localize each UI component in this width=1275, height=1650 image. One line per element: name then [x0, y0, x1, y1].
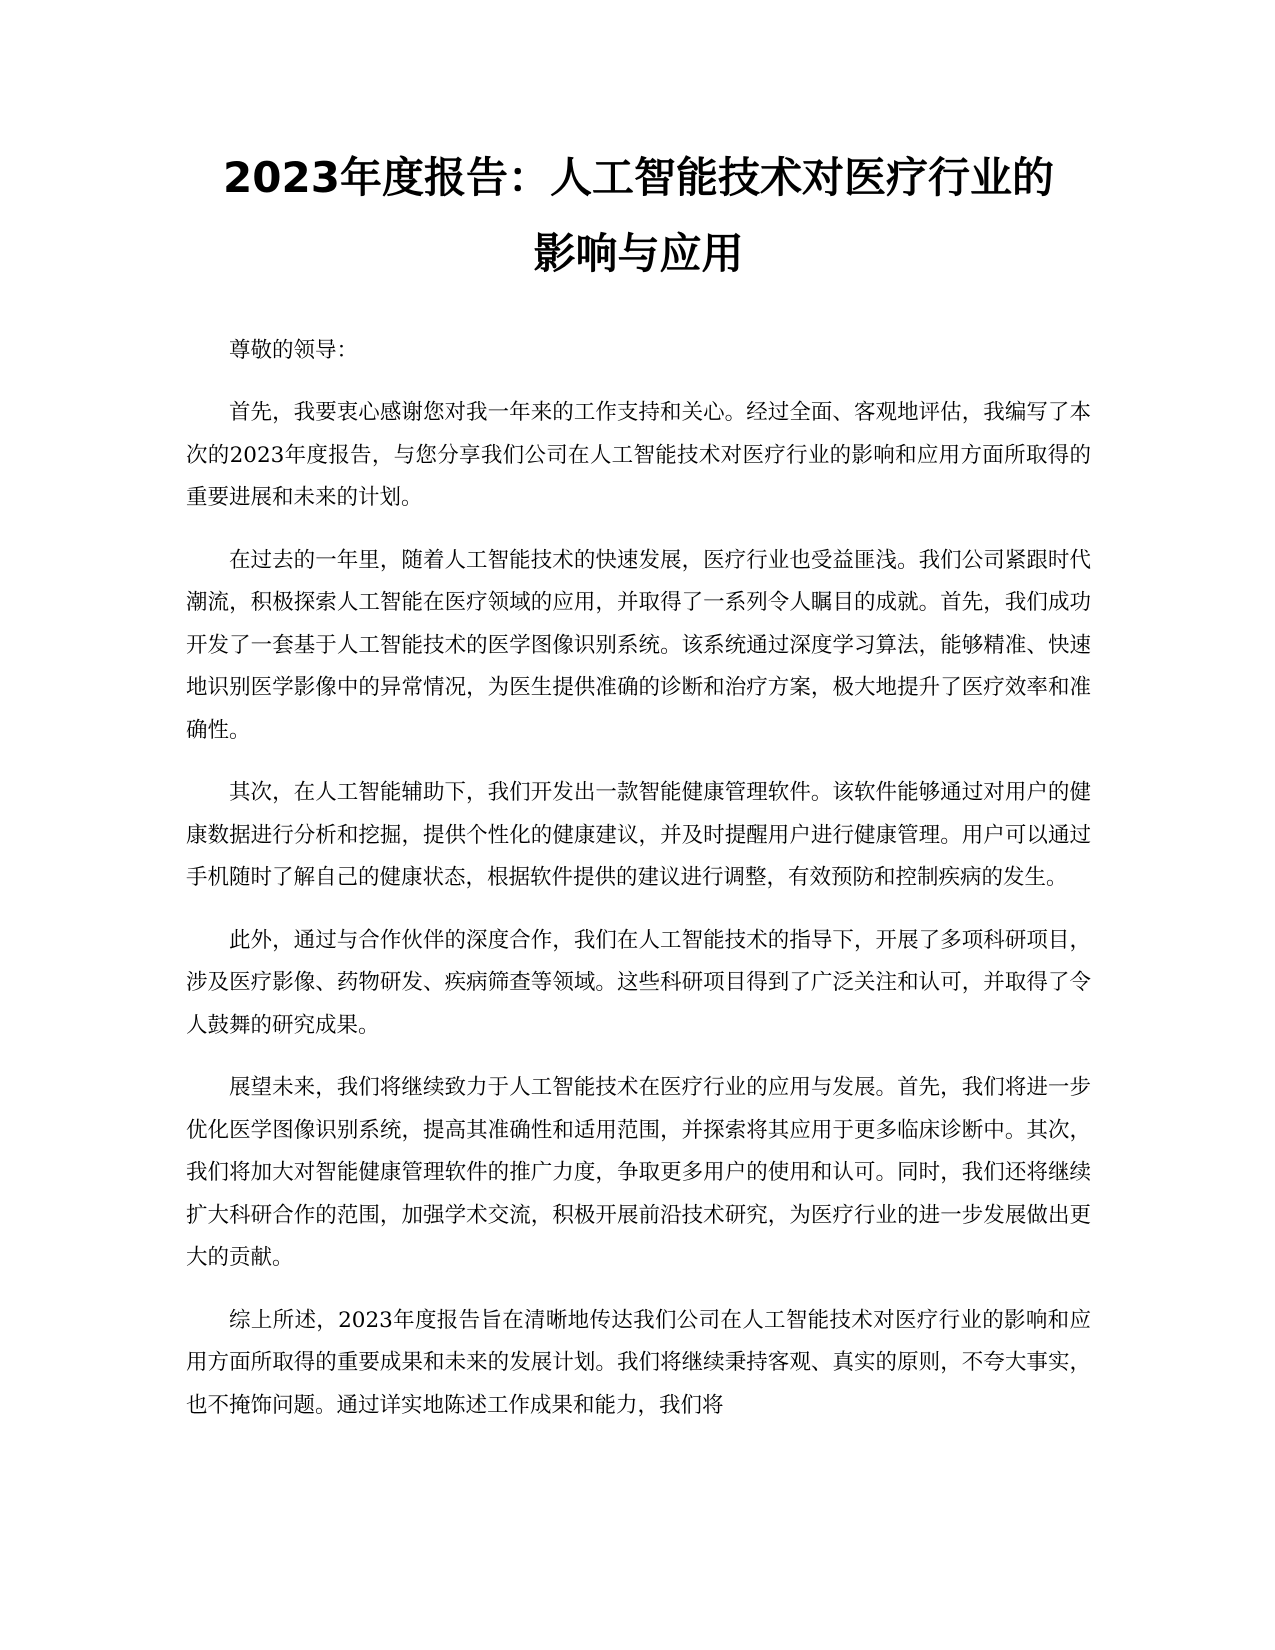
paragraph-4: 此外，通过与合作伙伴的深度合作，我们在人工智能技术的指导下，开展了多项科研项目，涉及医疗影像、药物研发、疾病筛查等领域。这些科研项目得到了广泛关注和认可，并取得了令人鼓舞的研究成果。: [186, 927, 1091, 1038]
title-line-1: 2023年度报告：人工智能技术对医疗行业的: [223, 153, 1054, 202]
paragraph-6: 综上所述，2023年度报告旨在清晰地传达我们公司在人工智能技术对医疗行业的影响和应用方面所取得的重要成果和未来的发展计划。我们将继续秉持客观、真实的原则，不夸大事实，也不掩饰问题。通过详实地陈述工作成果和能力，我们将: [186, 1307, 1091, 1418]
document-title: [186, 140, 1091, 292]
salutation: 尊敬的领导：: [229, 338, 359, 363]
paragraph-2: 在过去的一年里，随着人工智能技术的快速发展，医疗行业也受益匪浅。我们公司紧跟时代潮流，积极探索人工智能在医疗领域的应用，并取得了一系列令人瞩目的成就。首先，我们成功开发了一套基于人工智能技术的医学图像识别系统。该系统通过深度学习算法，能够精准、快速地识别医学影像中的异常情况，为医生提供准确的诊断和治疗方案，极大地提升了医疗效率和准确性。: [186, 547, 1091, 743]
title-line-2: 影响与应用: [533, 229, 744, 278]
paragraph-3: 其次，在人工智能辅助下，我们开发出一款智能健康管理软件。该软件能够通过对用户的健康数据进行分析和挖掘，提供个性化的健康建议，并及时提醒用户进行健康管理。用户可以通过手机随时了解自己的健康状态，根据软件提供的建议进行调整，有效预防和控制疾病的发生。: [186, 780, 1091, 890]
document-page: [186, 140, 1091, 1427]
paragraph-5: 展望未来，我们将继续致力于人工智能技术在医疗行业的应用与发展。首先，我们将进一步优化医学图像识别系统，提高其准确性和适用范围，并探索将其应用于更多临床诊断中。其次，我们将加大对智能健康管理软件的推广力度，争取更多用户的使用和认可。同时，我们还将继续扩大科研合作的范围，加强学术交流，积极开展前沿技术研究，为医疗行业的进一步发展做出更大的贡献。: [186, 1075, 1091, 1270]
paragraph-1: 首先，我要衷心感谢您对我一年来的工作支持和关心。经过全面、客观地评估，我编写了本次的2023年度报告，与您分享我们公司在人工智能技术对医疗行业的影响和应用方面所取得的重要进展和未来的计划。: [186, 400, 1091, 510]
